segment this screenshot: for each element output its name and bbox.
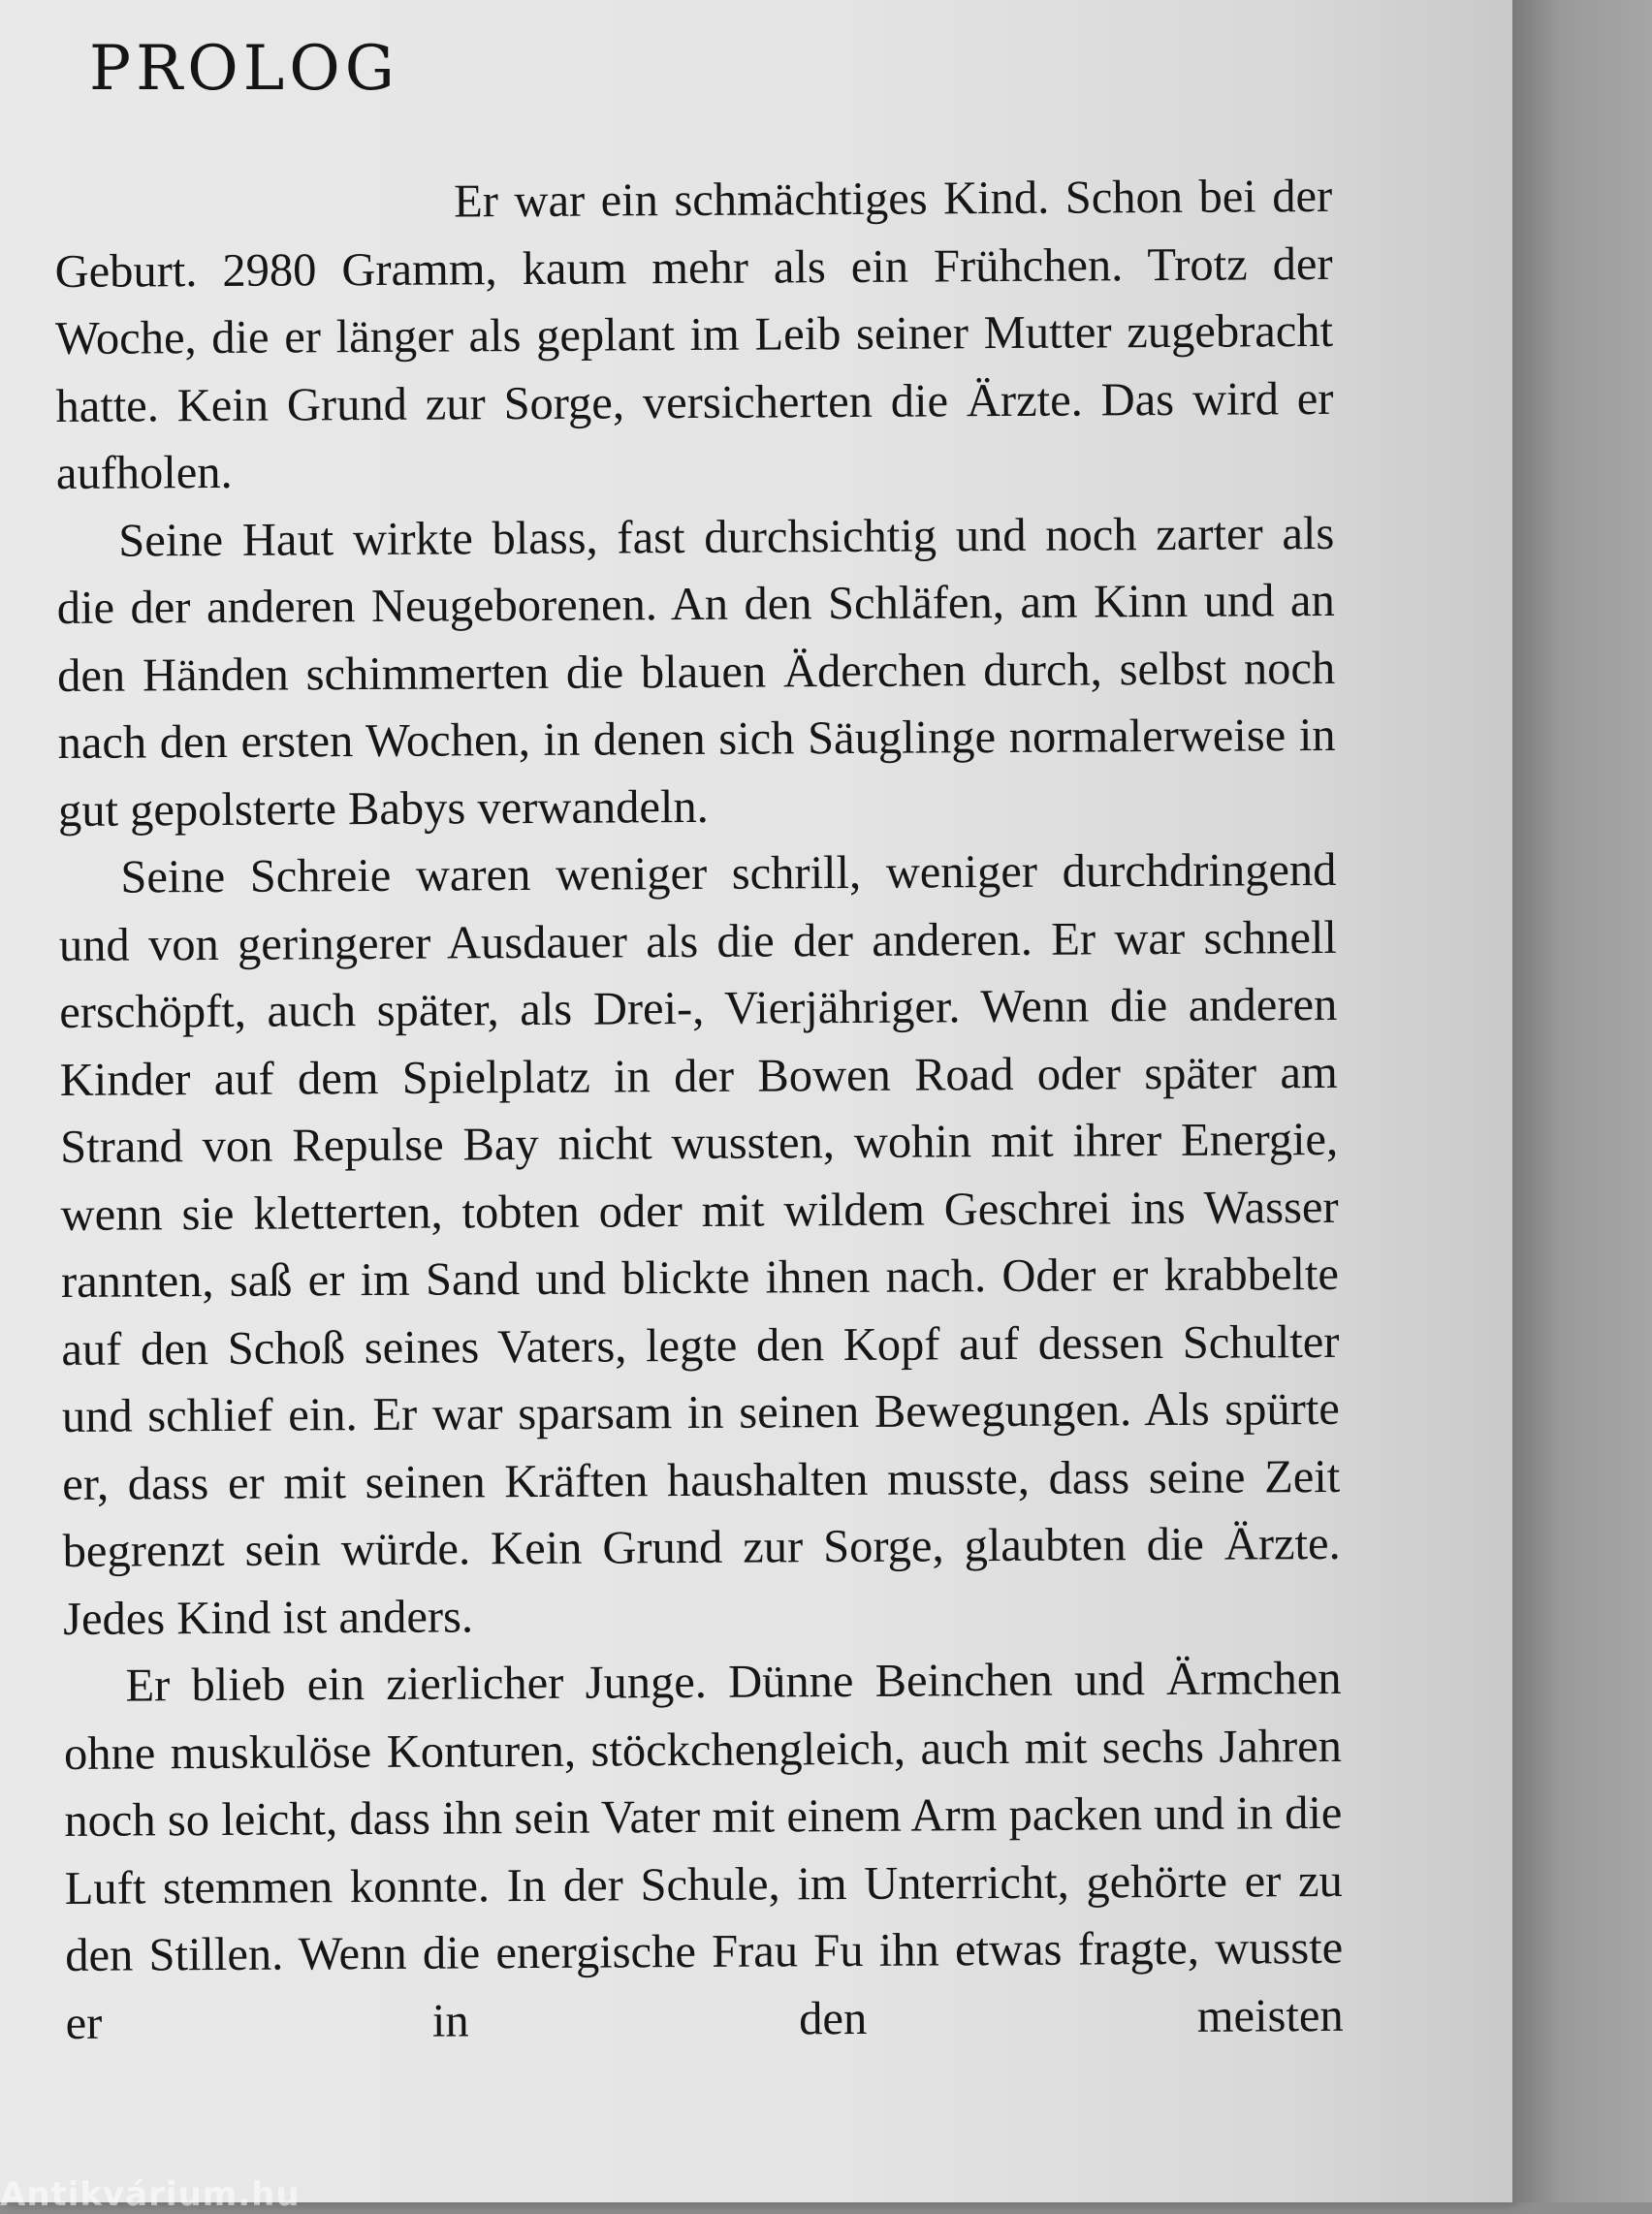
paragraph-1: Er war ein schmächtiges Kind. Schon bei der Geburt. 2980 Gramm, kaum mehr als ein Frühchen. Trotz der Woche, die er länger als geplant im Leib seiner Mutter zugebracht hatte. Kein Grund zur Sorge, versicherten die Ärzte. Das wird er aufholen. [54,170,1334,499]
body-text [54,163,1344,2057]
paragraph-2: Seine Haut wirkte blass, fast durchsichtig und noch zarter als die der anderen Neugeborenen. An den Schläfen, am Kinn und an den Händen schimmerten die blauen Äderchen durch, selbst noch nach den ersten Wochen, in denen sich Säuglinge normalerweise in gut gepolsterte Babys verwandeln. [56,507,1336,837]
paragraph-4: Er blieb ein zierlicher Junge. Dünne Beinchen und Ärmchen ohne muskulöse Konturen, stöckchengleich, auch mit sechs Jahren noch so leicht, dass ihn sein Vater mit einem Arm packen und in die Luft stemmen konnte. In der Schule, im Unterricht, gehörte er zu den Stillen. Wenn die energische Frau Fu ihn etwas fragte, wusste er in den meisten [63,1652,1344,2049]
page-edge-shadow [1512,0,1652,2202]
chapter-title: PROLOG [89,33,399,105]
watermark: Antikvárium.hu [0,2175,301,2214]
paragraph-3: Seine Schreie waren weniger schrill, weniger durchdringend und von geringerer Ausdauer als die der anderen. Er war schnell erschöpft, auch später, als Drei-, Vierjähriger. Wenn die anderen Kinder auf dem Spielplatz in der Bowen Road oder später am Strand von Repulse Bay nicht wussten, wohin mit ihrer Energie, wenn sie kletterten, tobten oder mit wildem Geschrei ins Wasser rannten, saß er im Sand und blickte ihnen nach. Oder er krabbelte auf den Schoß seines Vaters, legte den Kopf auf dessen Schulter und schlief ein. Er war sparsam in seinen Bewegungen. Als spürte er, dass er mit seinen Kräften haushalten musste, dass seine Zeit begrenzt sein würde. Kein Grund zur Sorge, glaubten die Ärzte. Jedes Kind ist anders. [58,843,1341,1645]
